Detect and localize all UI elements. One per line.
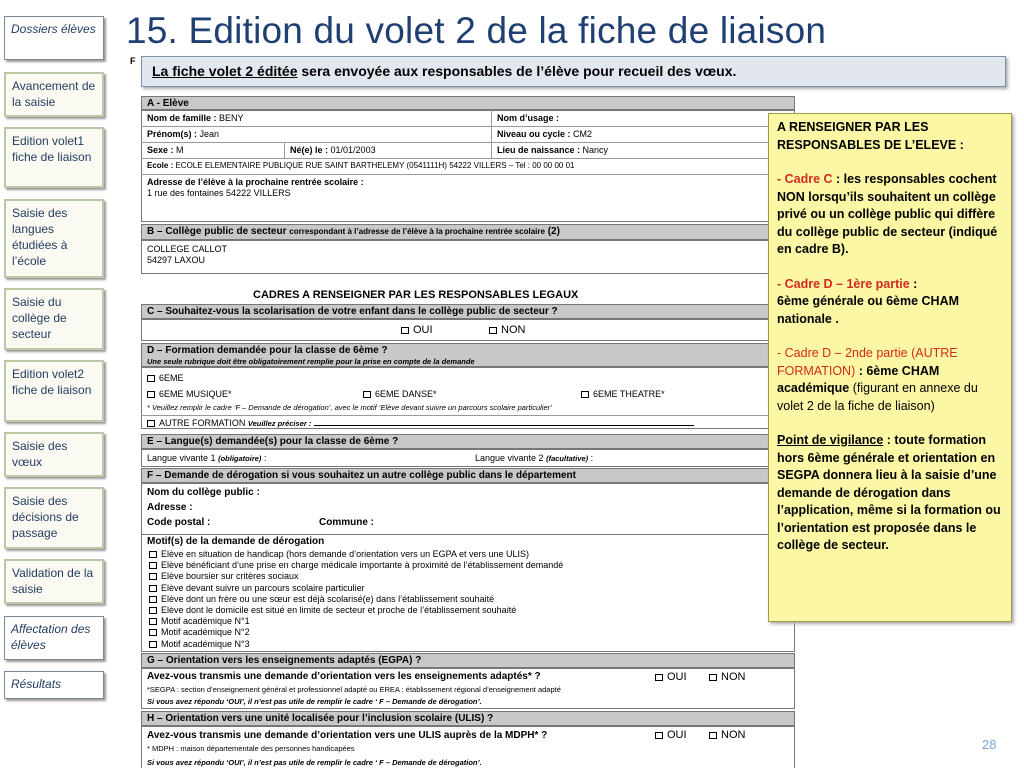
lv2-note: (facultative) — [546, 454, 589, 463]
preciser-line — [314, 425, 694, 426]
checkbox-icon — [147, 420, 155, 427]
motif-label: Motif académique N°2 — [161, 627, 250, 638]
motif-label: Elève dont un frère ou une sœur est déjà scolarisé(e) dans l’établissement souhaité — [161, 593, 495, 604]
section-d-subtitle: Une seule rubrique doit être obligatoirement remplie pour la prise en compte de la demande — [147, 357, 475, 366]
usage-label: Nom d’usage : — [497, 113, 560, 123]
section-a-header — [141, 96, 795, 110]
lieu-field — [497, 145, 608, 155]
g-definition: *SEGPA : section d’enseignement général et professionnel adapté ou EREA : établissement régional d’enseignement adapté — [147, 685, 561, 694]
g-question: Avez-vous transmis une demande d’orientation vers les enseignements adaptés* ? — [147, 671, 541, 682]
motif-label: Elève bénéficiant d’une prise en charge médicale importante à proximité de l’établissement demandé — [161, 560, 564, 571]
note-cadre-c-label: - Cadre C — [777, 172, 833, 186]
title-fragment: F — [130, 56, 136, 66]
naissance-field — [290, 145, 376, 155]
adresse-eleve-value: 1 rue des fontaines 54222 VILLERS — [147, 188, 291, 198]
opt-danse-label: 6EME DANSE* — [375, 389, 437, 399]
motif-item[interactable] — [149, 571, 563, 582]
nav-item-label: Edition volet2 fiche de liaison — [12, 367, 92, 397]
section-c-box — [141, 319, 795, 341]
section-f-title: F – Demande de dérogation si vous souhaitez un autre collège public dans le département — [147, 470, 576, 481]
section-h-header — [141, 711, 795, 726]
opt-musique-label: 6EME MUSIQUE* — [159, 389, 232, 399]
section-e-header — [141, 434, 795, 449]
nav-item-label: Avancement de la saisie — [12, 79, 96, 109]
note-vigilance-label: Point de vigilance — [777, 433, 884, 447]
h-non-label: NON — [721, 729, 746, 741]
motif-item[interactable] — [149, 616, 563, 627]
page-number: 28 — [982, 737, 997, 752]
motif-item[interactable] — [149, 583, 563, 594]
opt-6eme-label: 6EME — [159, 373, 184, 383]
lv2-label: Langue vivante 2 — [475, 453, 544, 463]
motif-label: Elève dont le domicile est situé en limite de secteur et proche de l’établissement souhaité — [161, 605, 517, 616]
page-title: 15. Edition du volet 2 de la fiche de liaison — [126, 10, 827, 51]
note-cadre-d2-text: (figurant en annexe du volet 2 de la fiche de liaison) — [777, 381, 978, 413]
lv1-field: Langue vivante 1 (obligatoire) : — [147, 453, 267, 463]
section-a-title: A - Elève — [147, 98, 189, 109]
nav-item-affectation[interactable] — [4, 616, 104, 660]
adresse-label: Adresse : — [147, 502, 193, 513]
fiche-liaison-form — [141, 93, 795, 768]
banner-underlined-text: La fiche volet 2 éditée — [152, 63, 298, 79]
h-oui-option[interactable] — [655, 729, 687, 741]
motif-item[interactable] — [149, 549, 563, 560]
h-note: Si vous avez répondu ‘OUI’, il n’est pas utile de remplir le cadre ‘ F – Demande de dérogation’. — [147, 758, 482, 767]
lv1-note: (obligatoire) — [218, 454, 262, 463]
nav-item-resultats[interactable] — [4, 671, 104, 699]
motif-item[interactable] — [149, 560, 563, 571]
note-cadre-d2-bold: : 6ème CHAM académique — [777, 363, 940, 395]
niveau-field — [497, 129, 592, 139]
nav-item-label: Saisie du collège de secteur — [12, 295, 67, 341]
section-h-title: H – Orientation vers une unité localisée pour l’inclusion scolaire (ULIS) ? — [147, 713, 494, 724]
motif-label: Motif académique N°1 — [161, 616, 250, 627]
nav-item-saisie-decisions[interactable] — [4, 487, 104, 549]
checkbox-icon — [149, 551, 157, 558]
checkbox-icon — [709, 732, 717, 739]
sexe-field — [147, 145, 184, 155]
section-d-header — [141, 343, 795, 367]
h-question: Avez-vous transmis une demande d’orientation vers une ULIS auprès de la MDPH* ? — [147, 730, 548, 741]
c-non-label: NON — [501, 324, 526, 336]
section-e-title: E – Langue(s) demandée(s) pour la classe de 6ème ? — [147, 436, 399, 447]
note-cadre-c-text: : les responsables cochent NON lorsqu’ils souhaitent un collège privé ou un collège public qui diffère du collège public de secteur (indiqué en cadre B). — [777, 172, 998, 256]
checkbox-icon — [149, 562, 157, 569]
motif-item[interactable] — [149, 605, 563, 616]
note-cadre-d2-label: - Cadre D – 2nde partie (AUTRE FORMATION) — [777, 346, 958, 378]
info-banner — [141, 56, 1006, 87]
sexe-label: Sexe : — [147, 145, 174, 155]
checkbox-icon — [655, 732, 663, 739]
opt-6eme-musique[interactable] — [147, 389, 232, 399]
d-note: * Veuillez remplir le cadre ‘F – Demande de dérogation’, avec le motif ‘Elève devant suivre un parcours scolaire particulier’ — [147, 403, 553, 412]
cadres-heading: CADRES A RENSEIGNER PAR LES RESPONSABLES LEGAUX — [253, 289, 579, 301]
lieu-label: Lieu de naissance : — [497, 145, 581, 155]
row-divider — [141, 158, 795, 159]
checkbox-icon — [363, 391, 371, 398]
nav-item-label: Validation de la saisie — [12, 566, 94, 596]
usage-field — [497, 113, 559, 123]
section-g-title: G – Orientation vers les enseignements adaptés (EGPA) ? — [147, 655, 422, 666]
sexe-value: M — [176, 145, 184, 155]
section-f-header — [141, 468, 795, 483]
section-b-box — [141, 240, 795, 274]
lv2-field: Langue vivante 2 (facultative) : — [475, 453, 594, 463]
motifs-title: Motif(s) de la demande de dérogation — [147, 536, 325, 547]
section-d-title: D – Formation demandée pour la classe de 6ème ? — [147, 345, 388, 356]
nom-value: BENY — [219, 113, 244, 123]
note-cadre-d1-text: 6ème générale ou 6ème CHAM nationale . — [777, 294, 960, 326]
checkbox-icon — [149, 607, 157, 614]
g-non-option[interactable] — [709, 671, 745, 683]
adresse-eleve-label: Adresse de l’élève à la prochaine rentrée scolaire : — [147, 177, 364, 187]
veuillez-preciser-label: Veuillez préciser : — [247, 419, 312, 428]
checkbox-icon — [149, 641, 157, 648]
opt-autre-formation[interactable] — [147, 418, 694, 428]
c-non-option[interactable] — [489, 324, 525, 336]
g-oui-option[interactable] — [655, 671, 687, 683]
nav-item-saisie-college[interactable] — [4, 288, 104, 350]
ecole-field — [147, 161, 574, 170]
nav-item-dossiers-eleves[interactable] — [4, 16, 104, 60]
side-navigation — [0, 0, 120, 768]
lieu-value: Nancy — [582, 145, 609, 155]
nav-item-label: Edition volet1 fiche de liaison — [12, 134, 92, 164]
h-oui-label: OUI — [667, 729, 687, 741]
motif-item[interactable] — [149, 594, 563, 605]
nav-item-label: Dossiers élèves — [11, 22, 96, 36]
prenom-field — [147, 129, 219, 139]
motifs-list — [149, 549, 563, 650]
section-c-title: C – Souhaitez-vous la scolarisation de votre enfant dans le collège public de secteur ? — [147, 306, 558, 317]
college-line2: 54297 LAXOU — [147, 255, 206, 265]
checkbox-icon — [149, 629, 157, 636]
checkbox-icon — [655, 674, 663, 681]
nom-college-label: Nom du collège public : — [147, 487, 260, 498]
nav-item-saisie-voeux[interactable] — [4, 432, 104, 477]
niveau-value: CM2 — [573, 129, 593, 139]
section-c-header — [141, 304, 795, 319]
niveau-label: Niveau ou cycle : — [497, 129, 571, 139]
autre-formation-label: AUTRE FORMATION — [159, 418, 246, 428]
note-vigilance-text: : toute formation hors 6ème générale et orientation en SEGPA donnera lieu à la saisie d’une demande de dérogation dans l’application, même si la formation ou l’orientation est proposée dans le collège de secteur. — [777, 433, 1001, 552]
checkbox-icon — [581, 391, 589, 398]
section-g-header — [141, 653, 795, 668]
naissance-label: Né(e) le : — [290, 145, 329, 155]
c-oui-label: OUI — [413, 324, 433, 336]
nav-item-label: Saisie des décisions de passage — [12, 494, 79, 540]
checkbox-icon — [147, 391, 155, 398]
checkbox-icon — [149, 573, 157, 580]
col-divider — [491, 110, 492, 158]
instructions-note: A RENSEIGNER PAR LES RESPONSABLES DE L’ELEVE : - Cadre C : les responsables cochent NON lorsqu’ils souhaitent un collège privé ou un collège public qui diffère du collège public de secteur (indiqué en cadre B). - Cadre D – 1ère partie : 6ème générale ou 6ème CHAM nationale . - Cadre D – 2nde partie (AUTRE FORMATION) : 6ème CHAM académique (figurant en annexe du volet 2 de la fiche de liaison) Point de vigilance : toute formation hors 6ème générale et orientation en SEGPA donnera lieu à la saisie d’une demande de dérogation dans l’application, même si la formation ou l’orientation est proposée dans le collège de secteur. — [768, 113, 1012, 622]
row-divider — [141, 174, 795, 175]
checkbox-icon — [149, 585, 157, 592]
g-non-label: NON — [721, 671, 746, 683]
prenom-value: Jean — [199, 129, 220, 139]
motif-label: Elève en situation de handicap (hors demande d’orientation vers un EGPA et vers une ULIS) — [161, 549, 530, 559]
ecole-value: ECOLE ELEMENTAIRE PUBLIQUE RUE SAINT BARTHELEMY (0541111H) 54222 VILLERS – Tel : 00 00 00 01 — [175, 161, 575, 170]
lv1-label: Langue vivante 1 — [147, 453, 216, 463]
nav-item-validation[interactable] — [4, 559, 104, 604]
g-note: Si vous avez répondu ‘OUI’, il n’est pas utile de remplir le cadre ‘ F – Demande de dérogation’. — [147, 697, 482, 706]
opt-6eme[interactable] — [147, 373, 184, 383]
nav-item-label: Saisie des vœux — [12, 439, 68, 469]
nom-field — [147, 113, 244, 123]
nav-item-saisie-langues[interactable] — [4, 199, 104, 278]
section-b-title: B – Collège public de secteur — [147, 226, 287, 237]
row-divider — [141, 126, 795, 127]
nav-item-avancement[interactable] — [4, 72, 104, 117]
checkbox-icon — [709, 674, 717, 681]
opt-6eme-danse[interactable] — [363, 389, 437, 399]
nav-item-edition-volet2[interactable] — [4, 360, 104, 422]
col-divider — [284, 142, 285, 158]
section-b-number: (2) — [547, 226, 560, 237]
prenom-label: Prénom(s) : — [147, 129, 198, 139]
commune-label: Commune : — [319, 517, 374, 528]
banner-text: sera envoyée aux responsables de l’élève pour recueil des vœux. — [297, 63, 737, 79]
row-divider — [141, 415, 795, 416]
nav-item-label: Affectation des élèves — [11, 622, 91, 652]
college-line1: COLLEGE CALLOT — [147, 244, 228, 254]
checkbox-icon — [147, 375, 155, 382]
checkbox-icon — [149, 618, 157, 625]
checkbox-icon — [489, 327, 497, 334]
motif-label: Elève devant suivre un parcours scolaire particulier — [161, 582, 365, 593]
opt-6eme-theatre[interactable] — [581, 389, 665, 399]
opt-theatre-label: 6EME THEATRE* — [593, 389, 665, 399]
checkbox-icon — [149, 596, 157, 603]
section-b-suffix: correspondant à l’adresse de l’élève à la prochaine rentrée scolaire — [289, 227, 545, 236]
code-postal-label: Code postal : — [147, 517, 211, 528]
checkbox-icon — [401, 327, 409, 334]
note-heading: A RENSEIGNER PAR LES RESPONSABLES DE L’ELEVE : — [777, 120, 964, 152]
g-oui-label: OUI — [667, 671, 687, 683]
naissance-value: 01/01/2003 — [330, 145, 376, 155]
c-oui-option[interactable] — [401, 324, 433, 336]
h-non-option[interactable] — [709, 729, 745, 741]
motif-label: Motif académique N°3 — [161, 638, 250, 649]
nom-label: Nom de famille : — [147, 113, 217, 123]
nav-item-label: Saisie des langues étudiées à l’école — [12, 206, 68, 268]
note-cadre-d1-label: - Cadre D – 1ère partie — [777, 276, 910, 291]
motif-item[interactable] — [149, 639, 563, 650]
row-divider — [141, 142, 795, 143]
motif-label: Elève boursier sur critères sociaux — [161, 571, 299, 582]
nav-item-label: Résultats — [11, 677, 62, 691]
ecole-label: Ecole : — [147, 161, 174, 170]
section-b-header — [141, 224, 795, 240]
nav-item-edition-volet1[interactable] — [4, 127, 104, 188]
motif-item[interactable] — [149, 627, 563, 638]
h-definition: * MDPH : maison départementale des personnes handicapées — [147, 744, 355, 753]
